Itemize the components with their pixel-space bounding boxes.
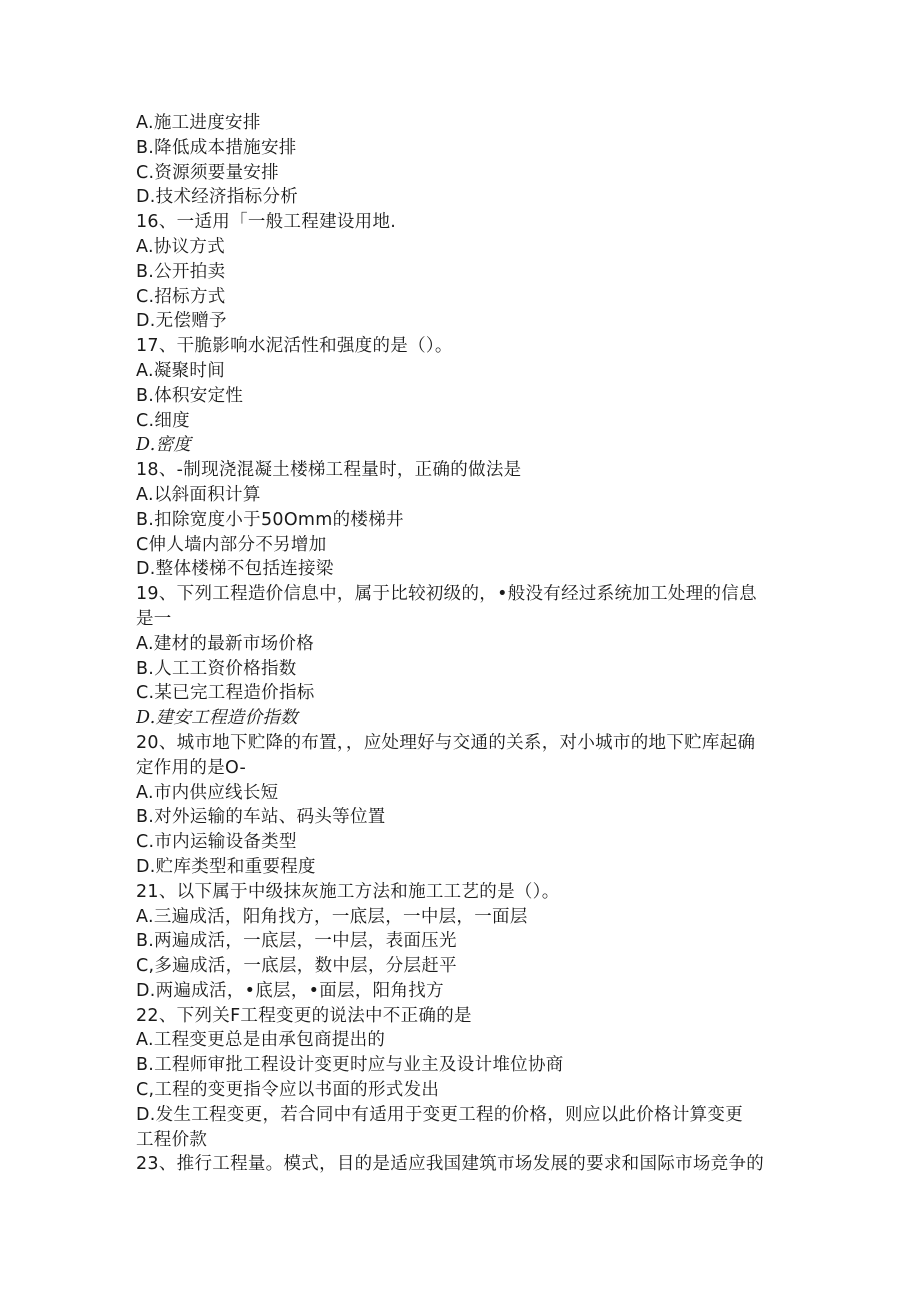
option-text: C.招标方式 — [136, 286, 226, 307]
option-text-continued: 工程价款 — [136, 1129, 208, 1150]
option-text: C,多遍成活，一底层，数中层，分层赶平 — [136, 956, 457, 977]
option-text: D.建安工程造价指数 — [136, 708, 298, 729]
option-text: C.细度 — [136, 410, 190, 431]
option-text: A.三遍成活，阳角找方，一底层，一中层，一面层 — [136, 906, 528, 927]
option-text: A.工程变更总是由承包商提出的 — [136, 1030, 386, 1051]
option-text: B.体积安定性 — [136, 385, 244, 406]
question-text: 19、下列工程造价信息中，属于比较初级的，•般没有经过系统加工处理的信息 — [136, 584, 757, 605]
question-text: 17、干脆影响水泥活性和强度的是（）。 — [136, 336, 453, 357]
question-text: 23、推行工程量。模式，目的是适应我国建筑市场发展的要求和国际市场竞争的 — [136, 1154, 765, 1175]
option-text: C.市内运输设备类型 — [136, 832, 297, 853]
option-text: D.无偿赠予 — [136, 311, 227, 332]
option-text: D.密度 — [136, 435, 192, 456]
option-text: B.公开拍卖 — [136, 261, 226, 282]
option-text: D.技术经济指标分析 — [136, 187, 299, 208]
question-text-continued: 是一 — [136, 608, 172, 629]
option-text: A.凝聚时间 — [136, 360, 226, 381]
option-text: A.建材的最新市场价格 — [136, 633, 315, 654]
option-text: B.降低成本措施安排 — [136, 137, 297, 158]
exam-text-body — [136, 111, 796, 1177]
option-text: C.资源须要量安排 — [136, 162, 279, 183]
option-text: B.对外运输的车站、码头等位置 — [136, 807, 386, 828]
option-text: B.两遍成活，一底层，一中层，表面压光 — [136, 931, 457, 952]
question-text: 20、城市地下贮降的布置，，应处理好与交通的关系，对小城市的地下贮库起确 — [136, 732, 756, 753]
option-text: B.工程师审批工程设计变更时应与业主及设计堆位协商 — [136, 1055, 564, 1076]
option-text: B.人工工资价格指数 — [136, 658, 297, 679]
option-text: D.整体楼梯不包括连接梁 — [136, 559, 334, 580]
question-text-continued: 定作用的是O- — [136, 757, 247, 778]
question-text: 16、一适用「一般工程建设用地. — [136, 212, 397, 233]
question-text: 21、以下属于中级抹灰施工方法和施工工艺的是（）。 — [136, 881, 560, 902]
option-text: A.施工进度安排 — [136, 113, 261, 133]
option-text: A.以斜面积计算 — [136, 484, 261, 505]
question-text: 22、下列关F工程变更的说法中不正确的是 — [136, 1005, 472, 1026]
option-text: A.市内供应线长短 — [136, 782, 279, 803]
option-text: D.两遍成活，•底层，•面层，阳角找方 — [136, 980, 444, 1001]
option-text: B.扣除宽度小于50Omm的楼梯井 — [136, 509, 404, 530]
option-text: A.协议方式 — [136, 236, 226, 257]
option-text: D.贮库类型和重要程度 — [136, 856, 316, 877]
option-text: C.某已完工程造价指标 — [136, 683, 315, 704]
option-text: D.发生工程变更，若合同中有适用于变更工程的价格，则应以此价格计算变更 — [136, 1104, 744, 1125]
question-text: 18、-制现浇混凝土楼梯工程量时，正确的做法是 — [136, 460, 522, 481]
option-text: C伸人墙内部分不另增加 — [136, 534, 327, 555]
option-text: C,工程的变更指令应以书面的形式发出 — [136, 1080, 440, 1101]
